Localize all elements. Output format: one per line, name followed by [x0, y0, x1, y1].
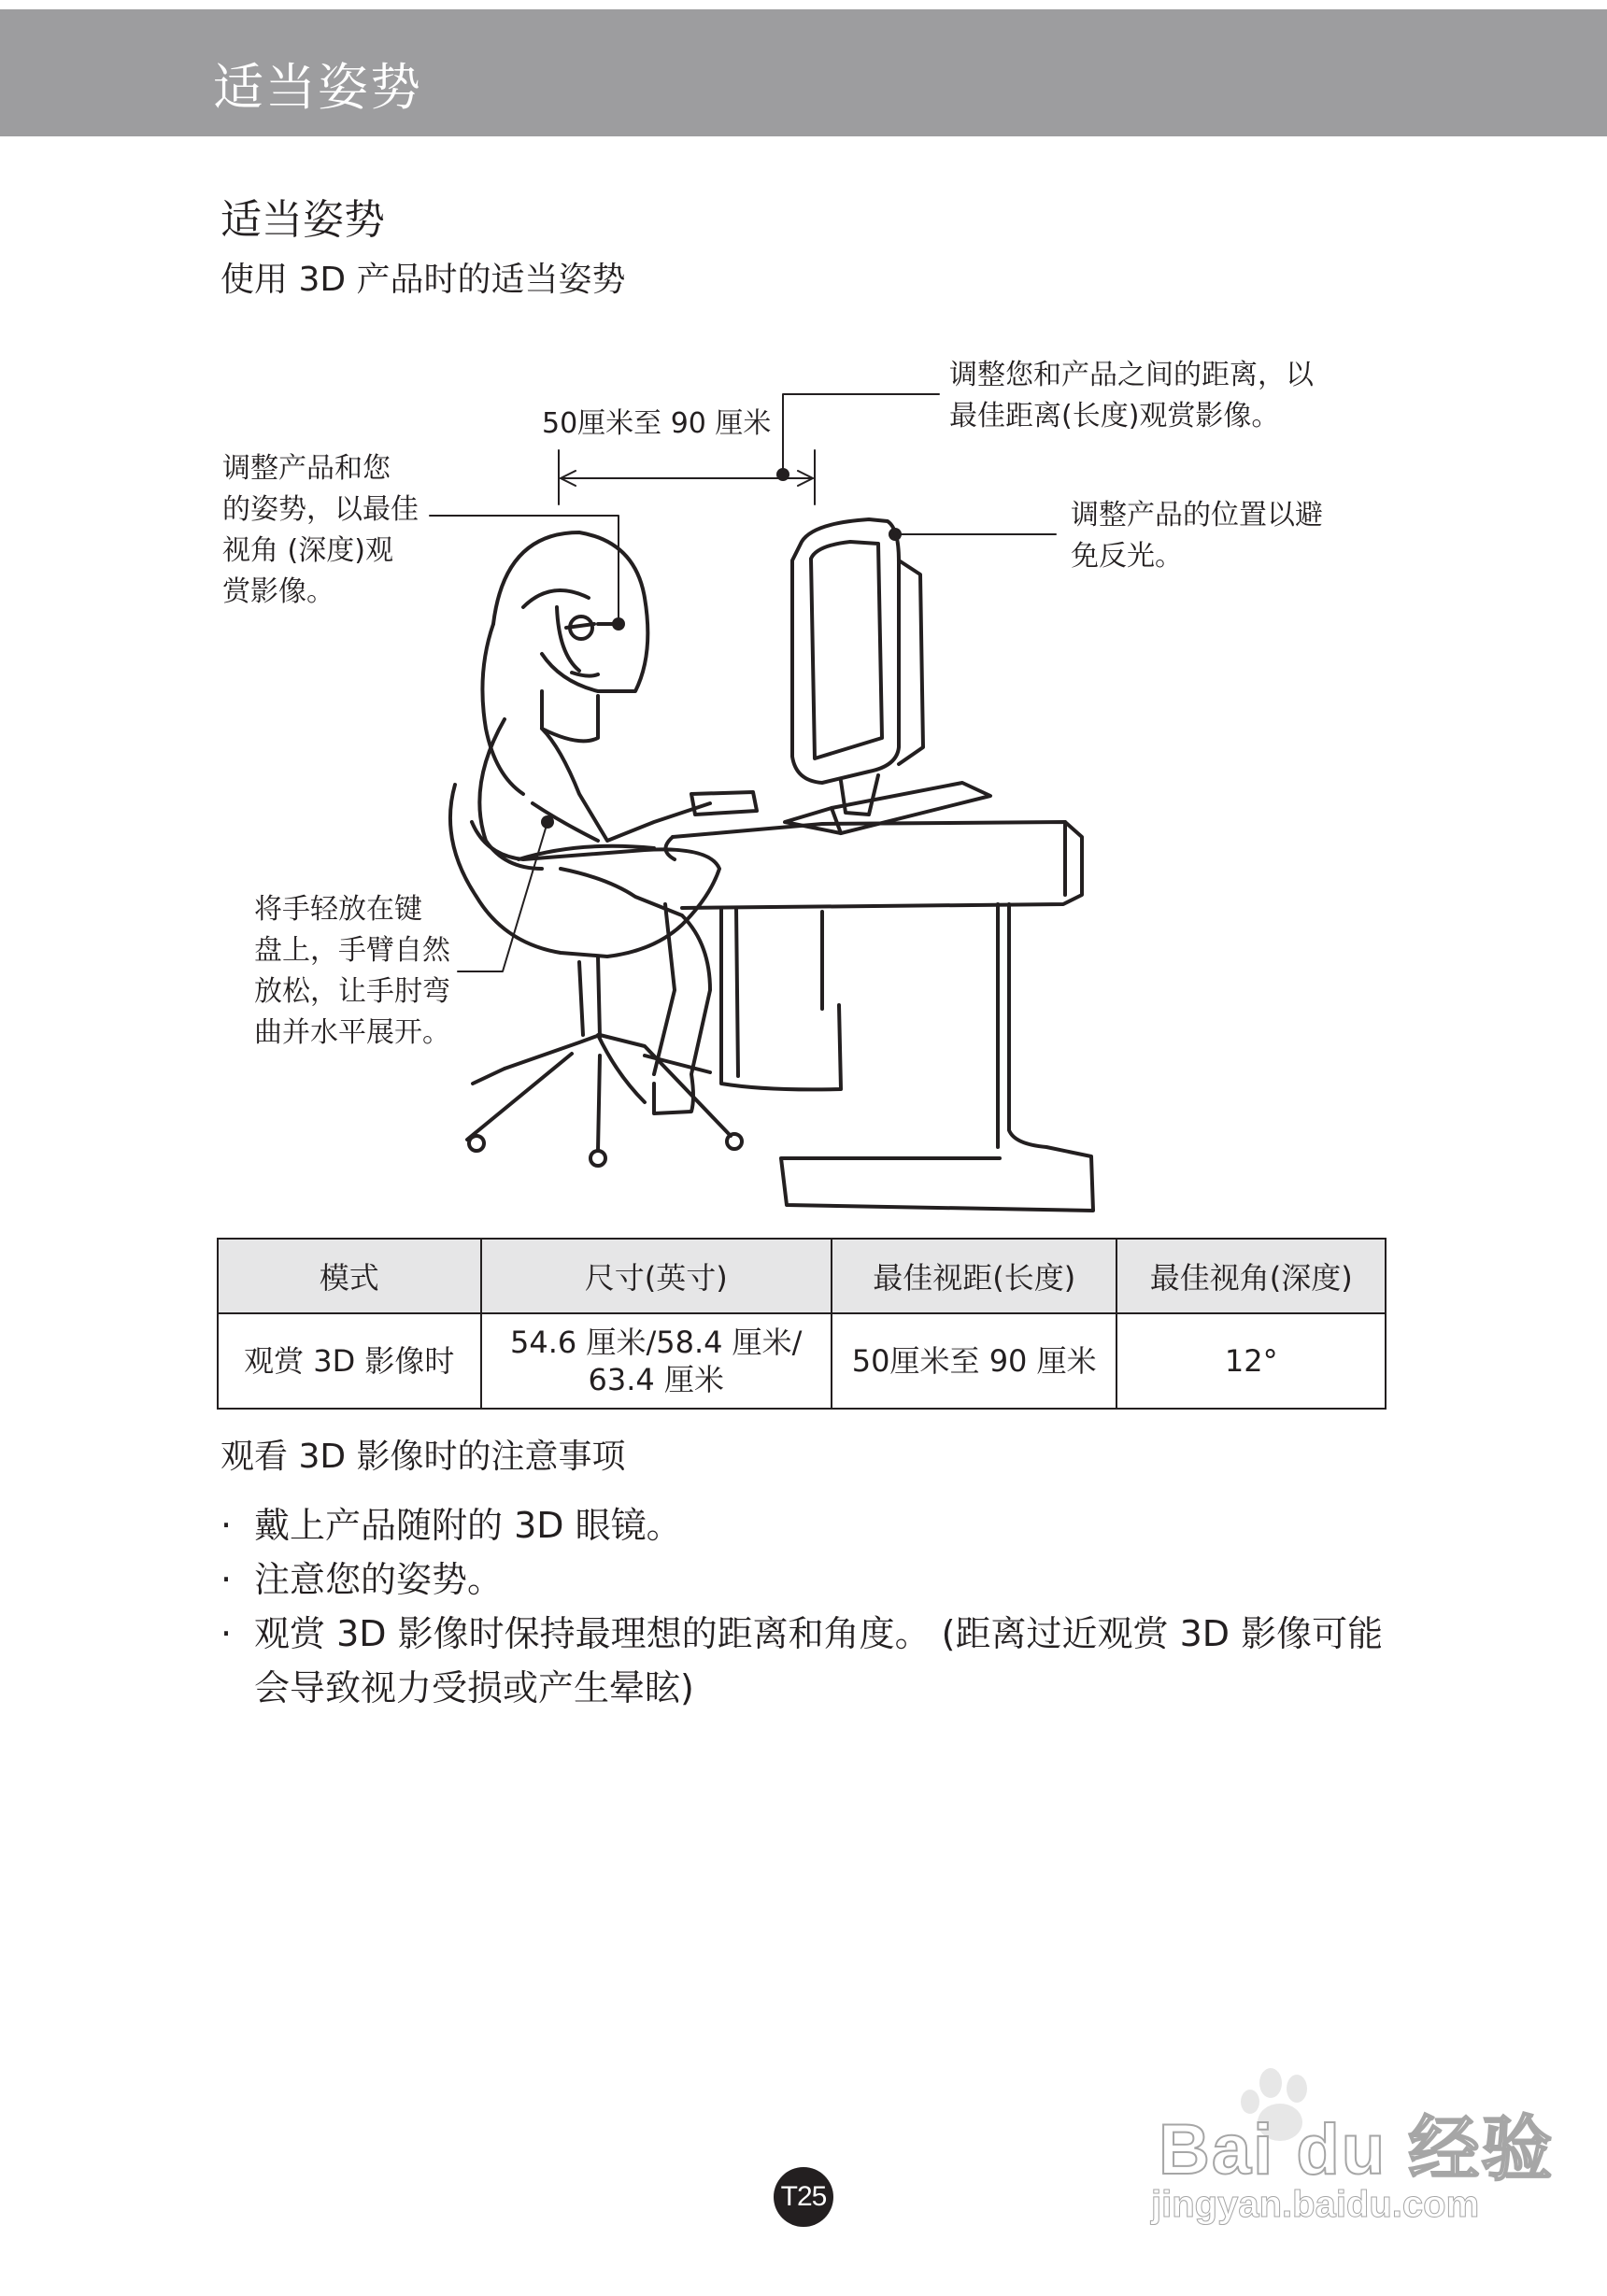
header-viewing-distance: 最佳视距(长度): [832, 1239, 1116, 1313]
header-title: 适当姿势: [213, 58, 422, 117]
list-item: [220, 1552, 1388, 1607]
callout-hands-line: 盘上，手臂自然: [254, 934, 450, 967]
callout-angle-line: 的姿势，以最佳: [222, 493, 419, 526]
person-drawing: [479, 532, 710, 1113]
distance-dimension-line: [559, 450, 815, 504]
watermark-brand: Bai du 经验: [1159, 2110, 1555, 2190]
bullet: ·: [220, 1505, 233, 1546]
watermark-url: jingyan.baidu.com: [1151, 2184, 1480, 2225]
note-text: 戴上产品随附的 3D 眼镜。: [254, 1505, 682, 1546]
callout-hands-line: 曲并水平展开。: [254, 1016, 450, 1049]
list-item: [220, 1607, 1388, 1715]
spec-table-header-row: [218, 1239, 1386, 1313]
header-mode: 模式: [218, 1239, 481, 1313]
callout-distance-line: 最佳距离(长度)观赏影像。: [949, 400, 1280, 432]
callout-hands: [254, 889, 450, 1054]
callout-distance-line: 调整您和产品之间的距离，以: [949, 359, 1314, 391]
cell-mode: 观赏 3D 影像时: [218, 1313, 481, 1409]
bullet: ·: [220, 1559, 233, 1600]
callout-hands-line: 放松，让手肘弯: [254, 975, 450, 1008]
section-subtitle: 使用 3D 产品时的适当姿势: [220, 261, 626, 299]
list-item: [220, 1498, 1388, 1552]
header-viewing-angle: 最佳视角(深度): [1116, 1239, 1386, 1313]
notes-title: 观看 3D 影像时的注意事项: [220, 1438, 626, 1476]
note-text: 注意您的姿势。: [254, 1559, 504, 1600]
notes-list: [220, 1498, 1388, 1715]
distance-label: 50厘米至 90 厘米: [542, 407, 772, 440]
monitor-drawing: [785, 519, 990, 833]
callout-leaders: [430, 394, 1056, 971]
note-text: 观赏 3D 影像时保持最理想的距离和角度。 (距离过近观赏 3D 影像可能会导致视力受损或产生晕眩): [254, 1613, 1384, 1708]
bullet: ·: [220, 1613, 233, 1654]
section-title: 适当姿势: [220, 196, 385, 244]
callout-angle-line: 赏影像。: [222, 575, 334, 608]
header-size: 尺寸(英寸): [481, 1239, 832, 1313]
callout-angle: [222, 448, 419, 613]
callout-position-line: 调整产品的位置以避: [1071, 499, 1323, 531]
callout-hands-line: 将手轻放在键: [254, 893, 422, 926]
cell-size: 54.6 厘米/58.4 厘米/ 63.4 厘米: [481, 1313, 832, 1409]
table-row: [218, 1313, 1386, 1409]
cell-viewing-distance: 50厘米至 90 厘米: [832, 1313, 1116, 1409]
spec-table: [217, 1238, 1387, 1410]
callout-angle-line: 调整产品和您: [222, 452, 391, 485]
page-number-badge: T25: [774, 2167, 833, 2227]
callout-position: [1071, 495, 1323, 577]
callout-position-line: 免反光。: [1071, 540, 1183, 573]
cell-viewing-angle: 12°: [1116, 1313, 1386, 1409]
callout-angle-line: 视角 (深度)观: [222, 534, 393, 567]
callout-distance: [949, 355, 1314, 437]
